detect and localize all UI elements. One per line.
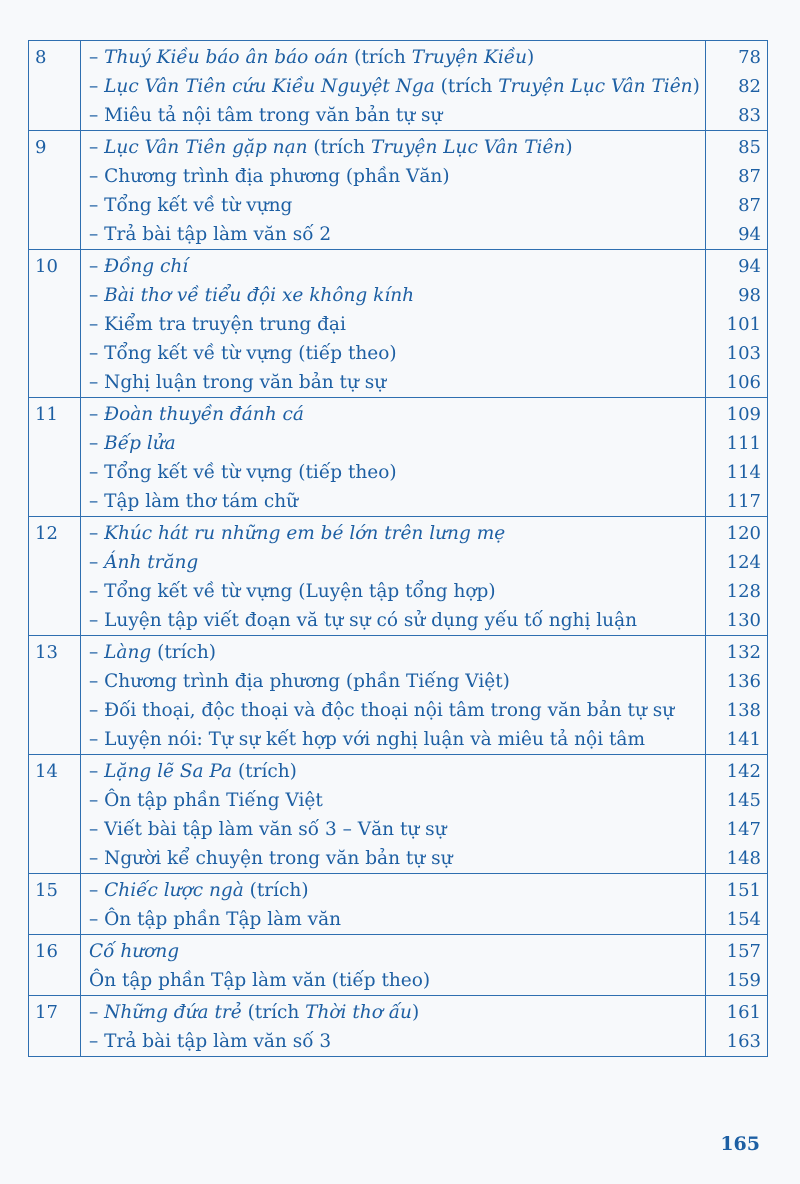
page-list [706,398,768,517]
lesson-item [81,667,705,696]
week-row [29,250,768,398]
lesson-item [81,368,705,397]
week-row [29,636,768,755]
lesson-text: – [89,47,105,68]
lesson-text: ) [565,137,573,158]
lesson-item [81,43,705,72]
lesson-item [81,429,705,458]
lesson-title-italic: Truyện Lục Vân Tiên [370,137,566,158]
lesson-text: – [89,880,105,901]
week-row [29,874,768,935]
lesson-item [81,133,705,162]
lesson-item [81,966,705,995]
page-number: 165 [720,1133,760,1155]
lesson-title-italic: Chiếc lược ngà [104,880,244,901]
lesson-list [81,517,706,636]
lesson-item [81,252,705,281]
page-list [706,41,768,131]
lesson-item [81,606,705,635]
lesson-text: – [89,433,105,454]
lesson-text: – Người kể chuyện trong văn bản tự sự [89,848,453,869]
lesson-list [81,996,706,1057]
lesson-title-italic: Truyện Lục Vân Tiên [498,76,693,97]
lesson-text: – [89,137,105,158]
week-row [29,131,768,250]
week-number: 10 [29,250,81,398]
week-number: 12 [29,517,81,636]
lesson-list [81,41,706,131]
lesson-title-italic: Lặng lẽ Sa Pa [104,761,233,782]
lesson-list [81,131,706,250]
lesson-item [81,487,705,516]
page-list [706,935,768,996]
lesson-item [81,458,705,487]
lesson-title-italic: Đồng chí [104,256,189,277]
lesson-text: – Tập làm thơ tám chữ [89,491,299,512]
lesson-item [81,400,705,429]
lesson-text: – Ôn tập phần Tiếng Việt [89,790,323,811]
lesson-text: – Miêu tả nội tâm trong văn bản tự sự [89,105,443,126]
lesson-item [81,220,705,249]
week-number: 13 [29,636,81,755]
week-row [29,398,768,517]
page-ref: 154 [726,909,761,930]
lesson-title-italic: Đoàn thuyền đánh cá [104,404,304,425]
lesson-item [81,998,705,1027]
page-ref: 94 [738,256,761,277]
lesson-title-italic: Những đứa trẻ [104,1002,242,1023]
lesson-item [81,339,705,368]
lesson-item [81,905,705,934]
lesson-list [81,755,706,874]
lesson-text: – [89,523,105,544]
lesson-text: – [89,1002,105,1023]
lesson-item [81,310,705,339]
lesson-text: (trích) [243,880,309,901]
lesson-item [81,162,705,191]
lesson-title-italic: Thời thơ ấu [305,1002,412,1023]
page-ref: 142 [726,761,761,782]
lesson-item [81,937,705,966]
page-ref: 148 [726,848,761,869]
page-ref: 136 [726,671,761,692]
lesson-title-italic: Khúc hát ru những em bé lớn trên lưng mẹ [104,523,506,544]
week-row [29,517,768,636]
lesson-text: – Ôn tập phần Tập làm văn [89,909,342,930]
lesson-item [81,725,705,754]
lesson-text: ) [527,47,535,68]
lesson-item [81,72,705,101]
page-ref: 138 [726,700,761,721]
lesson-item [81,815,705,844]
lesson-text: – Tổng kết về từ vựng (tiếp theo) [89,462,397,483]
lesson-list [81,636,706,755]
page-ref: 163 [726,1031,761,1052]
lesson-text: – [89,256,105,277]
page-ref: 145 [726,790,761,811]
page-ref: 120 [726,523,761,544]
page-ref: 161 [726,1002,761,1023]
lesson-item [81,191,705,220]
page-list [706,755,768,874]
lesson-list [81,250,706,398]
week-row [29,755,768,874]
page-ref: 106 [726,372,761,393]
week-number: 17 [29,996,81,1057]
page-list [706,874,768,935]
lesson-item [81,577,705,606]
page-ref: 157 [726,941,761,962]
week-number: 14 [29,755,81,874]
page-ref: 83 [738,105,761,126]
page-ref: 111 [726,433,761,454]
lesson-text: – Luyện nói: Tự sự kết hợp với nghị luận và miêu tả nội tâm [89,729,645,750]
lesson-text: (trích) [151,642,217,663]
page-ref: 117 [726,491,761,512]
page-ref: 124 [726,552,761,573]
lesson-text: (trích [348,47,412,68]
lesson-text: Ôn tập phần Tập làm văn (tiếp theo) [89,970,431,991]
lesson-item [81,101,705,130]
page-ref: 87 [738,166,761,187]
lesson-text: – Nghị luận trong văn bản tự sự [89,372,387,393]
lesson-text: – Chương trình địa phương (phần Văn) [89,166,450,187]
page-ref: 132 [726,642,761,663]
page-ref: 85 [738,137,761,158]
lesson-item [81,696,705,725]
week-row [29,996,768,1057]
lesson-text: – [89,285,105,306]
lesson-item [81,757,705,786]
page-ref: 151 [726,880,761,901]
lesson-item [81,844,705,873]
lesson-title-italic: Lục Vân Tiên gặp nạn [104,137,308,158]
week-number: 8 [29,41,81,131]
lesson-text: (trích [241,1002,306,1023]
page-ref: 82 [738,76,761,97]
week-number: 15 [29,874,81,935]
lesson-text: ) [411,1002,420,1023]
lesson-text: – Trả bài tập làm văn số 3 [89,1031,332,1052]
lesson-text: (trích [307,137,371,158]
lesson-text: – [89,761,105,782]
lesson-text: – Chương trình địa phương (phần Tiếng Việt) [89,671,510,692]
lesson-text: – Đối thoại, độc thoại và độc thoại nội tâm trong văn bản tự sự [89,700,675,721]
lesson-item [81,876,705,905]
lesson-list [81,935,706,996]
lesson-text: – Kiểm tra truyện trung đại [89,314,346,335]
lesson-text: – Luyện tập viết đoạn vă tự sự có sử dụng yếu tố nghị luận [89,610,638,631]
lesson-title-italic: Truyện Kiều [411,47,528,68]
page-ref: 87 [738,195,761,216]
page-list [706,996,768,1057]
page-ref: 114 [726,462,761,483]
lesson-text: – Tổng kết về từ vựng [89,195,293,216]
page-ref: 128 [726,581,761,602]
page-ref: 130 [726,610,761,631]
lesson-list [81,398,706,517]
lesson-item [81,1027,705,1056]
page-ref: 159 [726,970,761,991]
page-ref: 109 [726,404,761,425]
lesson-list [81,874,706,935]
week-number: 9 [29,131,81,250]
lesson-text: – Trả bài tập làm văn số 2 [89,224,332,245]
lesson-title-italic: Ánh trăng [104,552,199,573]
lesson-item [81,519,705,548]
page-ref: 78 [738,47,761,68]
lesson-title-italic: Lục Vân Tiên cứu Kiều Nguyệt Nga [104,76,435,97]
lesson-title-italic: Cố hương [89,941,180,962]
week-row [29,41,768,131]
lesson-item [81,281,705,310]
week-row [29,935,768,996]
lesson-text: – Viết bài tập làm văn số 3 – Văn tự sự [89,819,447,840]
lesson-text: – [89,404,105,425]
lesson-title-italic: Bếp lửa [104,433,176,454]
page-ref: 147 [726,819,761,840]
lesson-title-italic: Làng [104,642,152,663]
lesson-item [81,786,705,815]
lesson-text: (trích [434,76,499,97]
lesson-text: ) [692,76,700,97]
week-number: 16 [29,935,81,996]
lesson-title-italic: Thuý Kiều báo ân báo oán [104,47,349,68]
toc-body [29,41,768,1057]
lesson-item [81,548,705,577]
lesson-text: – [89,76,105,97]
page-ref: 94 [738,224,761,245]
lesson-title-italic: Bài thơ về tiểu đội xe không kính [104,285,415,306]
lesson-text: – [89,642,105,663]
page-list [706,131,768,250]
page-list [706,250,768,398]
lesson-text: (trích) [232,761,297,782]
lesson-text: – [89,552,105,573]
page-list [706,517,768,636]
page-ref: 101 [726,314,761,335]
page-list [706,636,768,755]
page-ref: 103 [726,343,761,364]
week-number: 11 [29,398,81,517]
lesson-text: – Tổng kết về từ vựng (tiếp theo) [89,343,397,364]
page-ref: 141 [726,729,761,750]
table-of-contents [28,40,768,1057]
page-ref: 98 [738,285,761,306]
lesson-text: – Tổng kết về từ vựng (Luyện tập tổng hợp) [89,581,496,602]
lesson-item [81,638,705,667]
